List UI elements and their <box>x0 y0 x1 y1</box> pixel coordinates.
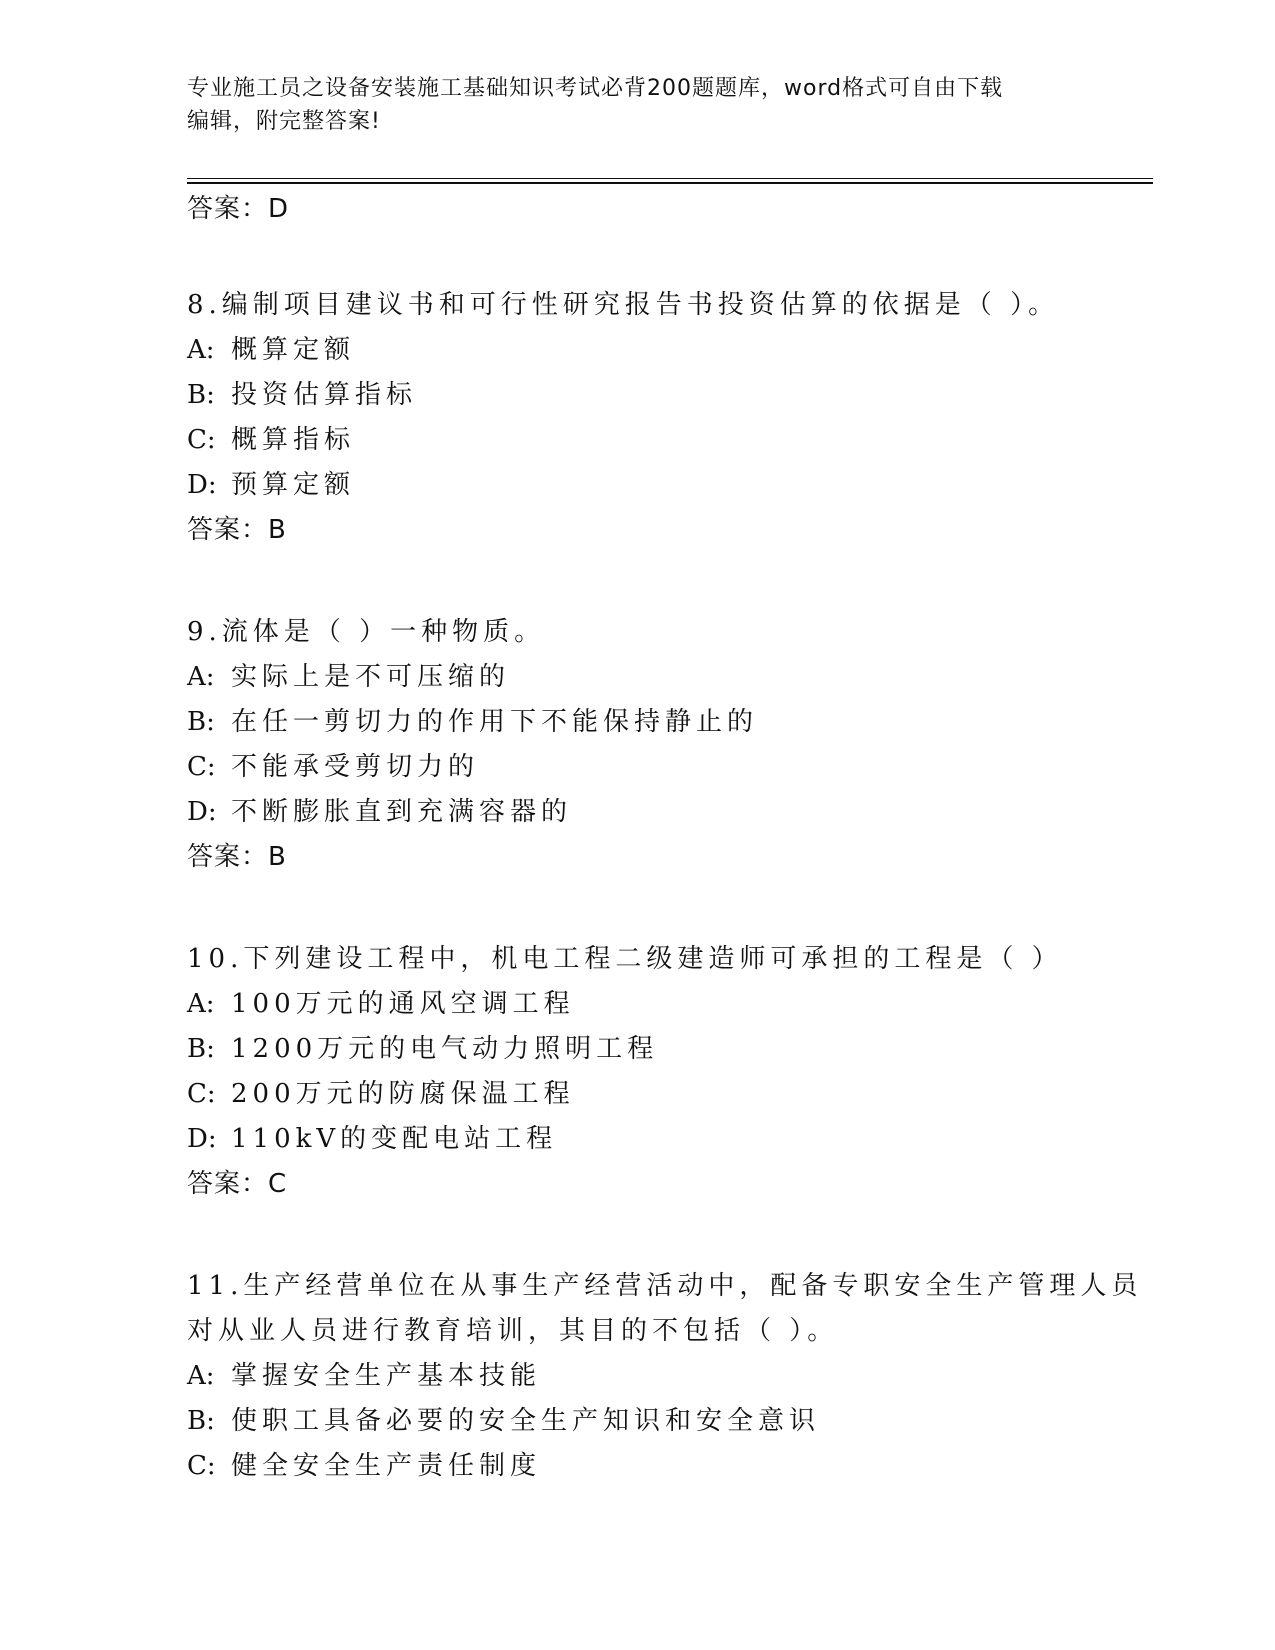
answer: 答案：B <box>187 515 287 545</box>
option-text: 不断膨胀直到充满容器的 <box>231 797 573 827</box>
header-divider-thick <box>187 182 1153 184</box>
question-8 <box>187 283 1147 553</box>
option-letter: D: <box>187 470 217 500</box>
option-d <box>187 463 1147 508</box>
question-11 <box>187 1264 1147 1489</box>
option-letter: D: <box>187 797 217 827</box>
option-b <box>187 700 1147 745</box>
option-c <box>187 1072 1147 1117</box>
option-a <box>187 982 1147 1027</box>
option-text: 概算指标 <box>231 425 356 455</box>
option-letter: A: <box>187 335 215 365</box>
question-9 <box>187 610 1147 880</box>
question-stem: 10.下列建设工程中，机电工程二级建造师可承担的工程是（ ） <box>187 944 1063 974</box>
option-text: 预算定额 <box>231 470 356 500</box>
option-text: 实际上是不可压缩的 <box>231 662 511 692</box>
option-letter: C: <box>187 1451 216 1481</box>
option-text: 概算定额 <box>231 335 356 365</box>
option-text: 健全安全生产责任制度 <box>231 1451 542 1481</box>
option-text: 掌握安全生产基本技能 <box>231 1361 542 1391</box>
option-letter: C: <box>187 1079 216 1109</box>
option-c <box>187 745 1147 790</box>
question-stem: 8.编制项目建议书和可行性研究报告书投资估算的依据是（ ）。 <box>187 290 1060 320</box>
option-d <box>187 1117 1147 1162</box>
question-list <box>187 192 1147 1489</box>
option-text: 投资估算指标 <box>231 380 418 410</box>
question-stem: 9.流体是（ ）一种物质。 <box>187 617 546 647</box>
option-letter: A: <box>187 989 215 1019</box>
option-b <box>187 373 1147 418</box>
option-letter: D: <box>187 1124 217 1154</box>
question-10 <box>187 937 1147 1207</box>
option-text: 1200万元的电气动力照明工程 <box>231 1034 659 1064</box>
previous-answer: 答案：D <box>187 194 290 224</box>
option-letter: B: <box>187 707 215 737</box>
option-text: 100万元的通风空调工程 <box>231 989 575 1019</box>
option-b <box>187 1399 1147 1444</box>
option-letter: C: <box>187 752 216 782</box>
option-letter: A: <box>187 1361 215 1391</box>
option-text: 110kV的变配电站工程 <box>231 1124 558 1154</box>
option-letter: C: <box>187 425 216 455</box>
option-b <box>187 1027 1147 1072</box>
question-stem: 11.生产经营单位在从事生产经营活动中，配备专职安全生产管理人员对从业人员进行教育培训，其目的不包括（ ）。 <box>187 1271 1143 1346</box>
option-a <box>187 328 1147 373</box>
option-text: 使职工具备必要的安全生产知识和安全意识 <box>231 1406 821 1436</box>
option-letter: A: <box>187 662 215 692</box>
option-d <box>187 790 1147 835</box>
document-header <box>187 72 1087 138</box>
header-line-2: 编辑，附完整答案! <box>187 109 381 134</box>
option-letter: B: <box>187 380 215 410</box>
answer: 答案：B <box>187 842 287 872</box>
option-c <box>187 1444 1147 1489</box>
option-c <box>187 418 1147 463</box>
header-line-1: 专业施工员之设备安装施工基础知识考试必背200题题库，word格式可自由下载 <box>187 76 1004 101</box>
option-letter: B: <box>187 1034 215 1064</box>
option-letter: B: <box>187 1406 215 1436</box>
answer: 答案：C <box>187 1169 288 1199</box>
header-divider-thin <box>187 178 1153 179</box>
option-a <box>187 1354 1147 1399</box>
option-text: 不能承受剪切力的 <box>231 752 480 782</box>
option-text: 在任一剪切力的作用下不能保持静止的 <box>231 707 759 737</box>
option-text: 200万元的防腐保温工程 <box>231 1079 575 1109</box>
option-a <box>187 655 1147 700</box>
